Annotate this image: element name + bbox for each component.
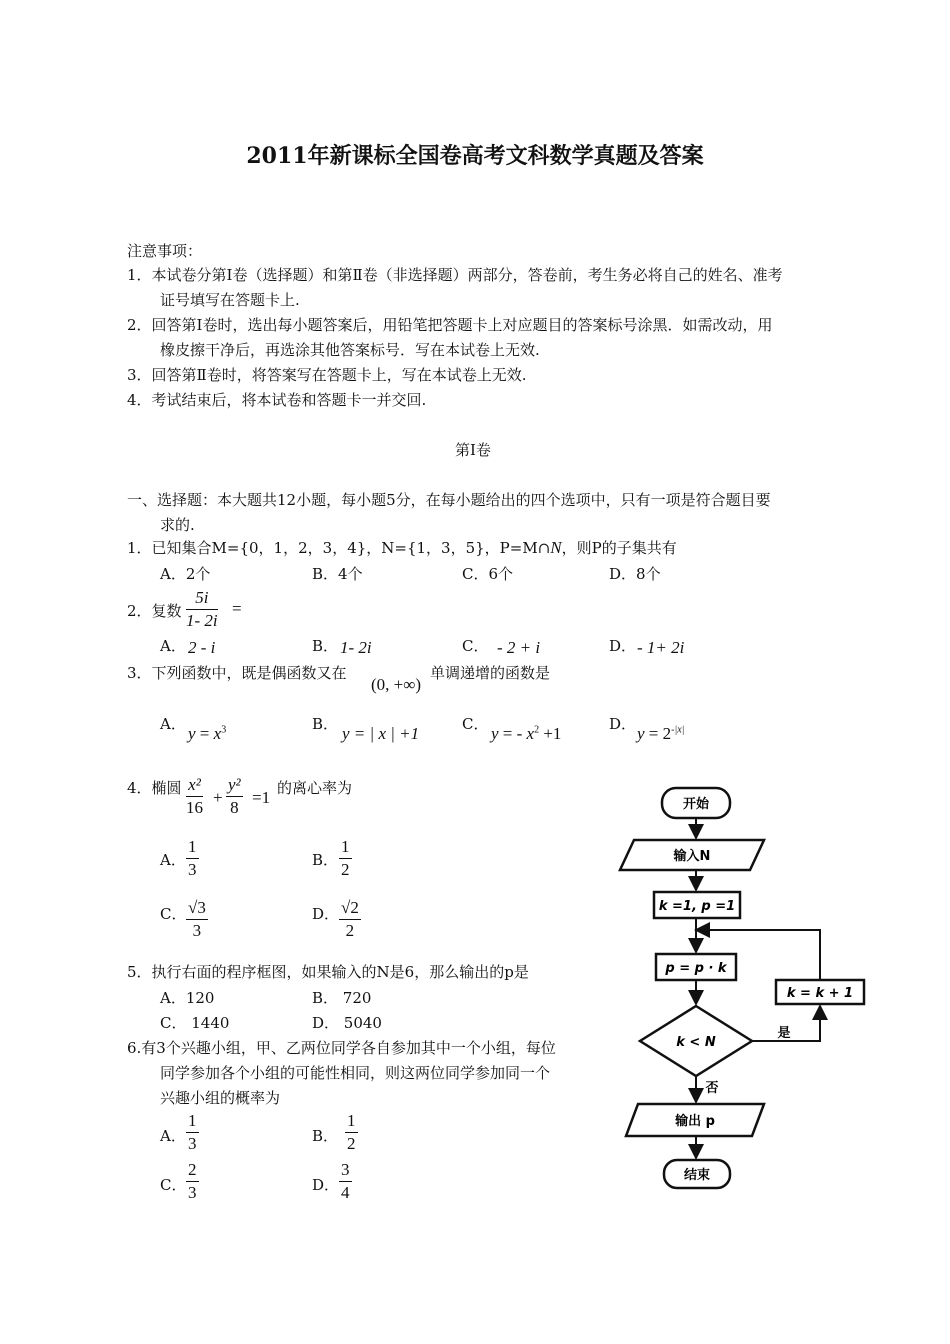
q5-option-c: C． 1440 [160,1014,230,1032]
flow-start-label: 开始 [682,797,710,812]
q1-option-c: C．6个 [462,565,514,583]
q3-stem-b: 单调递增的函数是 [430,664,551,682]
q3-interval: (0, +∞) [371,675,422,694]
q2-option-b: 1- 2i [340,638,372,657]
q5-option-a: A．120 [160,989,215,1007]
q4-option-c: $\frac{√3}{3}$ [188,898,206,940]
q2-stem: 2．复数 [127,602,182,620]
q4-option-d-label: D． [312,905,340,923]
q4-option-b-label: B． [312,851,339,869]
flow-condition-label: k < N [676,1035,716,1050]
flow-increment-label: k = k + 1 [786,986,854,1001]
q6-option-d-label: D． [312,1176,340,1194]
q2-option-c: - 2 + i [497,638,541,657]
q4-stem-tail: 的离心率为 [277,779,353,797]
flow-end-label: 结束 [683,1168,711,1183]
q6-option-b-label: B． [312,1127,339,1145]
q4-fraction-x: $\frac{\text{x²}}{16}$ [186,775,203,817]
notice-item-3: 3．回答第Ⅱ卷时，将答案写在答题卡上，写在本试卷上无效. [127,366,527,384]
q3-option-a: $y = x^3$ [188,724,227,743]
q6-stem: 6.有3个兴趣小组，甲、乙两位同学各自参加其中一个小组，每位 [127,1039,556,1057]
flow-input-label: 输入N [673,849,711,864]
flow-yes-label: 是 [777,1026,791,1041]
q5-option-d: D． 5040 [312,1014,382,1032]
q4-option-c-label: C． [160,905,187,923]
notice-item-1: 1．本试卷分第Ⅰ卷（选择题）和第Ⅱ卷（非选择题）两部分，答卷前，考生务必将自己的姓名、准考 [127,266,783,284]
q3-option-a-label: A． [160,715,186,733]
q6-option-a: $\frac{1}{3}$ [188,1111,197,1153]
q3-stem-a: 3．下列函数中，既是偶函数又在 [127,664,347,682]
part1-intro-cont: 求的. [160,516,195,534]
q4-equals: =1 [252,788,271,807]
q2-fraction: $\frac{5i}{1- 2i}$ [186,588,218,630]
q3-option-d: $y = 2^{-|x|}$ [637,724,685,743]
q3-option-b-label: B． [312,715,339,733]
q3-option-b: y = | x | +1 [342,724,420,743]
q2-option-d-label: D． [609,637,637,655]
flow-init-label: k =1, p =1 [658,899,736,914]
q5-option-b: B． 720 [312,989,372,1007]
q4-option-d: $\frac{√2}{2}$ [341,898,359,940]
q1-option-d: D．8个 [609,565,661,583]
q5-stem: 5．执行右面的程序框图，如果输入的N是6，那么输出的p是 [127,963,529,981]
flow-no-label: 否 [705,1081,719,1096]
q1-option-b: B．4个 [312,565,363,583]
q2-equals: = [232,599,242,618]
q6-option-b: $\frac{1}{2}$ [347,1111,356,1153]
q4-option-a: $\frac{1}{3}$ [188,837,197,879]
q2-option-a: 2 - i [188,638,216,657]
q6-option-c: $\frac{2}{3}$ [188,1160,197,1202]
q4-option-b: $\frac{1}{2}$ [341,837,350,879]
flow-assign-label: p = p · k [665,961,727,976]
q4-stem: 4．椭圆 [127,779,182,797]
q3-option-c: y = - $x^2 +1$ [491,724,562,743]
flow-output-label: 输出 p [675,1114,715,1129]
part1-intro: 一、选择题：本大题共12小题，每小题5分，在每小题给出的四个选项中，只有一项是符合题目要 [127,491,771,509]
q4-option-a-label: A． [160,851,186,869]
q2-option-d: - 1+ 2i [637,638,685,657]
q1-stem: 1．已知集合M={0，1，2，3，4}，N={1，3，5}，P=M∩N，则P的子集共有 [127,538,677,557]
notice-item-2-cont: 橡皮擦干净后，再选涂其他答案标号．写在本试卷上无效. [160,341,540,359]
program-flowchart [614,780,874,1195]
q6-stem-cont-2: 兴趣小组的概率为 [160,1089,281,1107]
q4-plus: + [213,788,223,807]
q6-option-a-label: A． [160,1127,186,1145]
q2-option-b-label: B． [312,637,339,655]
q6-stem-cont-1: 同学参加各个小组的可能性相同，则这两位同学参加同一个 [160,1064,551,1082]
section-title: 第Ⅰ卷 [455,441,491,459]
q1-option-a: A．2个 [160,565,211,583]
notice-item-1-cont: 证号填写在答题卡上. [160,291,300,309]
notice-item-2: 2．回答第Ⅰ卷时，选出每小题答案后，用铅笔把答题卡上对应题目的答案标号涂黑．如需改动，用 [127,316,773,334]
page-title: 2011年新课标全国卷高考文科数学真题及答案 [246,143,704,169]
notice-heading: 注意事项： [127,242,203,260]
notice-item-4: 4．考试结束后，将本试卷和答题卡一并交回. [127,391,427,409]
q6-option-c-label: C． [160,1176,187,1194]
q6-option-d: $\frac{3}{4}$ [341,1160,350,1202]
q3-option-c-label: C． [462,715,489,733]
q3-option-d-label: D． [609,715,637,733]
q2-option-a-label: A． [160,637,186,655]
q2-option-c-label: C． [462,637,489,655]
q4-fraction-y: $\frac{\text{y²}}{8}$ [228,775,241,817]
